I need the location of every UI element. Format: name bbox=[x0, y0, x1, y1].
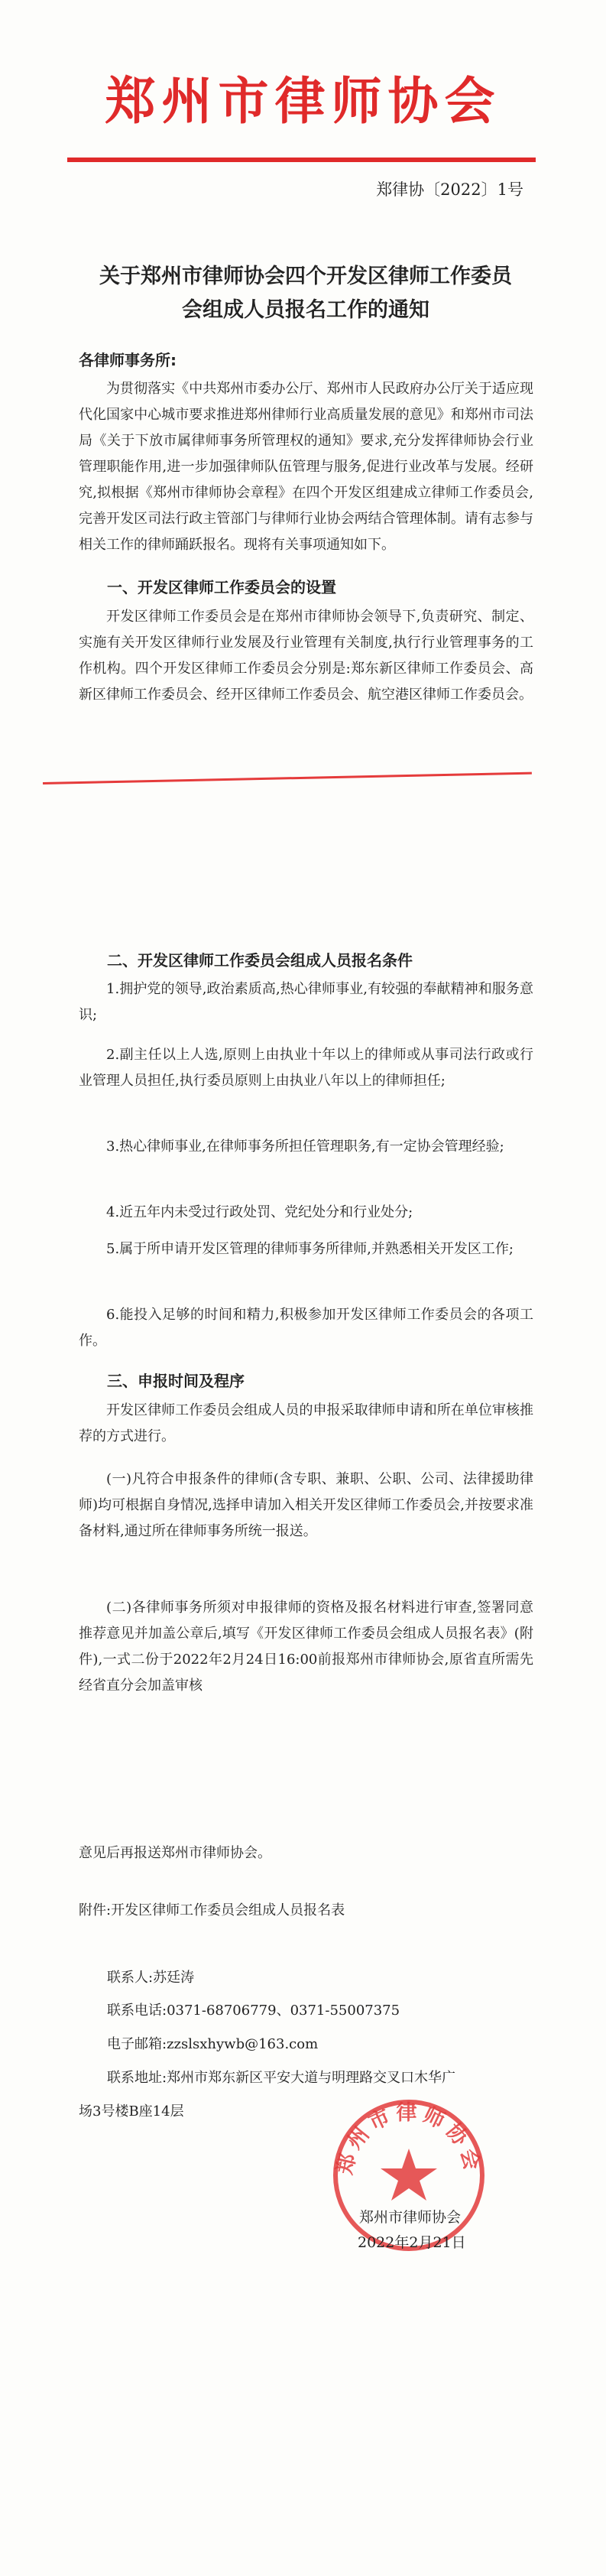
salutation: 各律师事务所: bbox=[79, 351, 177, 369]
notice-title bbox=[76, 260, 535, 327]
condition-item-4: 4.近五年内未受过行政处罚、党纪处分和行业处分; bbox=[106, 1204, 413, 1220]
contact-address-line1: 联系地址:郑州市郑东新区平安大道与明理路交叉口木华广 bbox=[107, 2070, 456, 2086]
letterhead-title: 郑州市律师协会 bbox=[105, 72, 501, 131]
intro-paragraph: 为贯彻落实《中共郑州市委办公厅、郑州市人民政府办公厅关于适应现代化国家中心城市要求推进郑州律师行业高质量发展的意见》和郑州市司法局《关于下放市属律师事务所管理权的通知》要求,充分发挥律师协会行业管理职能作用,进一步加强律师队伍管理与服务,促进行业改革与发展。经研究,拟根据《郑州市律师协会章程》在四个开发区组建成立律师工作委员会,完善开发区司法行政主管部门与律师行业协会两结合管理体制。请有志参与相关工作的律师踊跃报名。现将有关事项通知如下。 bbox=[79, 381, 533, 553]
procedure-step-2-continued: 意见后再报送郑州市律师协会。 bbox=[79, 1845, 271, 1861]
procedure-step-2: (二)各律师事务所须对申报律师的资格及报名材料进行审查,签署同意推荐意见并加盖公章后,填写《开发区律师工作委员会组成人员报名表》(附件),一式二份于2022年2月24日16:00前报郑州市律师协会,原省直所需先经省直分会加盖审核 bbox=[79, 1600, 533, 1694]
notice-title-line1: 关于郑州市律师协会四个开发区律师工作委员 bbox=[99, 265, 512, 288]
condition-item-5: 5.属于所申请开发区管理的律师事务所律师,并熟悉相关开发区工作; bbox=[106, 1241, 514, 1257]
condition-item-1: 1.拥护党的领导,政治素质高,热心律师事业,有较强的奉献精神和服务意识; bbox=[79, 981, 533, 1023]
attachment-line: 附件:开发区律师工作委员会组成人员报名表 bbox=[79, 1902, 345, 1918]
condition-item-3: 3.热心律师事业,在律师事务所担任管理职务,有一定协会管理经验; bbox=[106, 1139, 504, 1155]
signature-date: 2022年2月21日 bbox=[358, 2234, 466, 2251]
section1-heading: 一、开发区律师工作委员会的设置 bbox=[107, 578, 336, 596]
letterhead-red-rule bbox=[67, 158, 536, 162]
red-pen-underline bbox=[43, 772, 532, 784]
contact-phone: 联系电话:0371-68706779、0371-55007375 bbox=[107, 2003, 400, 2019]
section1-paragraph: 开发区律师工作委员会是在郑州市律师协会领导下,负责研究、制定、实施有关开发区律师行业发展及行业管理有关制度,执行行业管理事务的工作机构。四个开发区律师工作委员会分别是:郑东新区律师工作委员会、高新区律师工作委员会、经开区律师工作委员会、航空港区律师工作委员会。 bbox=[79, 609, 533, 703]
signature-org: 郑州市律师协会 bbox=[359, 2209, 462, 2226]
condition-item-2: 2.副主任以上人选,原则上由执业十年以上的律师或从事司法行政或行业管理人员担任,执行委员原则上由执业八年以上的律师担任; bbox=[79, 1047, 533, 1089]
contact-email: 电子邮箱:zzslsxhywb@163.com bbox=[107, 2036, 319, 2052]
seal-text: 郑州市律师协会 bbox=[332, 2100, 485, 2177]
document-number: 郑律协〔2022〕1号 bbox=[376, 180, 523, 199]
section2-heading: 二、开发区律师工作委员会组成人员报名条件 bbox=[107, 951, 413, 970]
section3-heading: 三、申报时间及程序 bbox=[107, 1372, 245, 1390]
section3-paragraph: 开发区律师工作委员会组成人员的申报采取律师申请和所在单位审核推荐的方式进行。 bbox=[79, 1402, 533, 1444]
contact-address-line2: 场3号楼B座14层 bbox=[79, 2103, 184, 2120]
contact-person: 联系人:苏廷涛 bbox=[107, 1970, 195, 1986]
notice-title-line2: 会组成人员报名工作的通知 bbox=[182, 298, 429, 322]
procedure-step-1: (一)凡符合申报条件的律师(含专职、兼职、公职、公司、法律援助律师)均可根据自身情况,选择申请加入相关开发区律师工作委员会,并按要求准备材料,通过所在律师事务所统一报送。 bbox=[79, 1471, 533, 1539]
condition-item-6: 6.能投入足够的时间和精力,积极参加开发区律师工作委员会的各项工作。 bbox=[79, 1307, 533, 1349]
